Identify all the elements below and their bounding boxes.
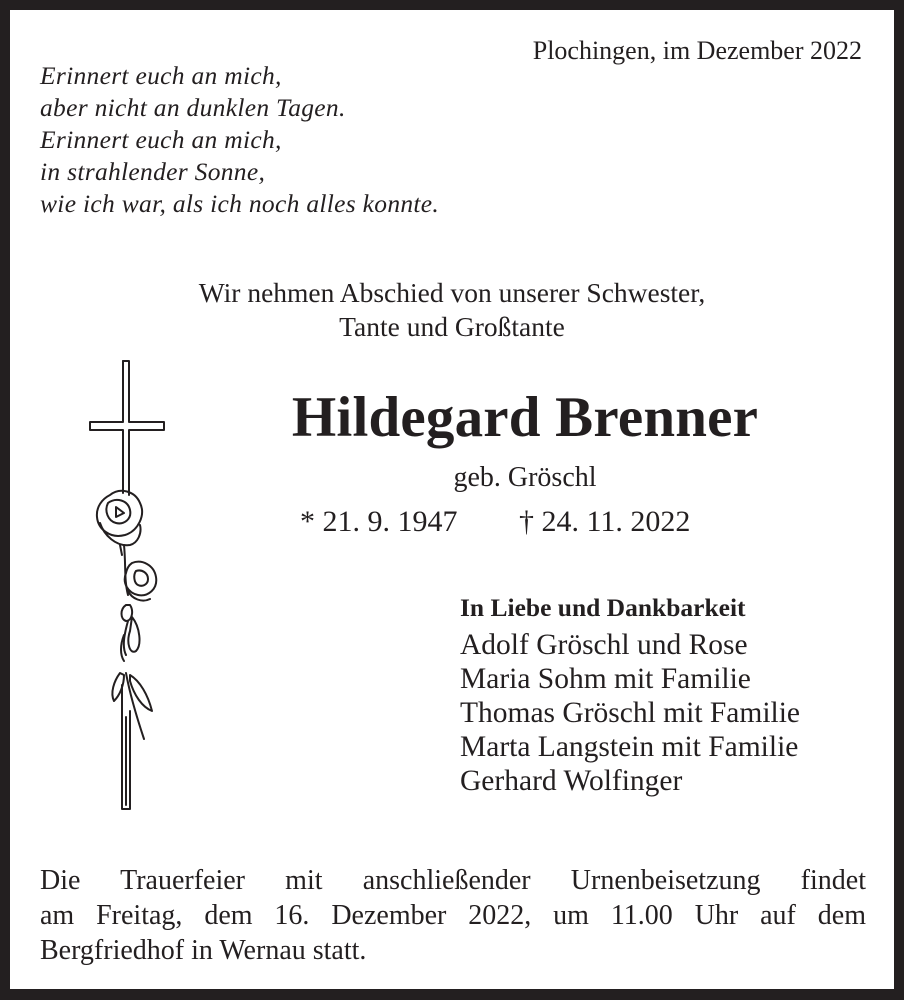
mourner-name: Adolf Gröschl und Rose — [460, 629, 748, 661]
poem-line: wie ich war, als ich noch alles konnte. — [40, 189, 440, 218]
poem-line: Erinnert euch an mich, — [40, 61, 282, 90]
poem-line: aber nicht an dunklen Tagen. — [40, 93, 346, 122]
funeral-line: Bergfriedhof in Wernau statt. — [40, 935, 367, 966]
life-dates — [300, 505, 690, 539]
deceased-name: Hildegard Brenner — [291, 386, 759, 449]
cross-with-roses-icon — [80, 355, 170, 815]
poem-line: in strahlender Sonne, — [40, 157, 266, 186]
intro-line: Wir nehmen Abschied von unserer Schwester, — [198, 277, 706, 308]
place-date: Plochingen, im Dezember 2022 — [532, 36, 862, 65]
mourner-name: Thomas Gröschl mit Familie — [460, 697, 801, 729]
poem-line: Erinnert euch an mich, — [40, 125, 282, 154]
maiden-name: geb. Gröschl — [453, 462, 597, 493]
mourners-block — [460, 590, 800, 798]
poem — [40, 60, 439, 220]
mourner-name: Gerhard Wolfinger — [460, 765, 683, 797]
mourner-name: Maria Sohm mit Familie — [460, 663, 751, 695]
mourner-name: Marta Langstein mit Familie — [460, 731, 799, 763]
birth-date: * 21. 9. 1947 — [300, 505, 458, 538]
funeral-line: am Freitag, dem 16. Dezember 2022, um 11.00 Uhr auf dem — [40, 900, 866, 931]
farewell-intro — [0, 276, 904, 344]
intro-line: Tante und Großtante — [339, 311, 565, 342]
mourners-heading: In Liebe und Dankbarkeit — [460, 593, 746, 622]
death-date: † 24. 11. 2022 — [519, 505, 691, 538]
funeral-details — [40, 863, 866, 968]
funeral-line: Die Trauerfeier mit anschließender Urnenbeisetzung findet — [40, 865, 866, 896]
